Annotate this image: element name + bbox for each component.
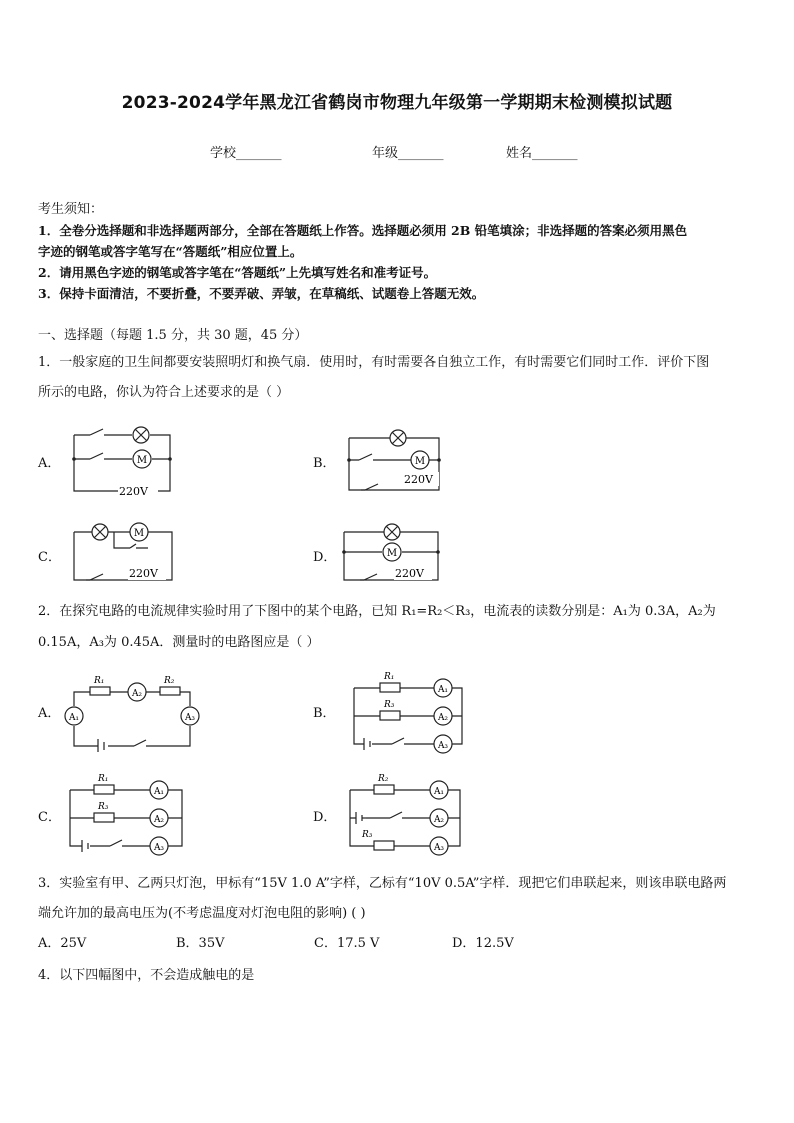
q1-option-b-label: B．: [313, 456, 336, 471]
resistor-icon: [90, 687, 110, 695]
voltage-label: 220V: [119, 485, 148, 497]
exam-title: 2023-2024学年黑龙江省鹤岗市物理九年级第一学期期末检测模拟试题: [121, 93, 673, 113]
svg-text:A₁: A₁: [68, 713, 80, 723]
resistor-icon: [380, 683, 400, 692]
q1-option-c-label: C．: [38, 550, 61, 565]
svg-text:R₁: R₁: [98, 774, 109, 784]
resistor-icon: [94, 785, 114, 794]
resistor-icon: [380, 711, 400, 720]
notice-item-1: 1．全卷分选择题和非选择题两部分，全部在答题纸上作答。选择题必须用 2B 铅笔填涂；非选择题的答案必须用黑色: [38, 223, 688, 238]
q1-option-d-label: D．: [313, 550, 337, 565]
svg-text:A₂: A₂: [131, 689, 143, 699]
svg-text:A₂: A₂: [437, 713, 449, 723]
grade-field: 年级_______: [372, 146, 444, 161]
q2-option-d-label: D．: [313, 810, 337, 825]
voltage-label: 220V: [129, 567, 158, 580]
motor-label: M: [386, 548, 398, 559]
q3-option-b: B．35V: [176, 936, 225, 951]
school-field: 学校_______: [210, 146, 282, 161]
q1-circuit-b: [345, 428, 445, 494]
svg-text:R₁: R₁: [384, 672, 395, 682]
voltage-label: 220V: [395, 567, 424, 580]
q2-circuit-a: [64, 670, 204, 752]
lamp-icon: [384, 524, 400, 540]
q1-circuit-c: [70, 520, 180, 586]
q2-circuit-c: [64, 770, 188, 858]
resistor-icon: [160, 687, 180, 695]
lamp-icon: [92, 524, 108, 540]
resistor-icon: [94, 813, 114, 822]
notice-heading: 考生须知：: [38, 202, 104, 217]
notice-item-2: 2．请用黑色字迹的钢笔或答字笔在“答题纸”上先填写姓名和准考证号。: [38, 265, 437, 280]
q3-text-line1: 3．实验室有甲、乙两只灯泡，甲标有“15V 1.0 A”字样，乙标有“10V 0.5A”字样．现把它们串联起来，则该串联电路两: [38, 876, 727, 891]
q3-option-c: C．17.5 V: [314, 936, 380, 951]
svg-text:A₁: A₁: [437, 685, 449, 695]
q2-circuit-b: [348, 668, 466, 754]
svg-text:R₁: R₁: [94, 676, 105, 686]
svg-text:R₃: R₃: [384, 700, 395, 710]
svg-text:A₂: A₂: [433, 815, 445, 825]
section-heading: 一、选择题（每题 1.5 分，共 30 题，45 分）: [38, 328, 308, 343]
motor-label: M: [414, 456, 426, 467]
svg-text:R₂: R₂: [164, 676, 175, 686]
notice-item-1-cont: 字迹的钢笔或答字笔写在“答题纸”相应位置上。: [38, 244, 303, 259]
q3-option-d: D．12.5V: [452, 936, 514, 951]
resistor-icon: [374, 785, 394, 794]
svg-text:R₂: R₂: [378, 774, 389, 784]
svg-text:A₃: A₃: [433, 843, 445, 853]
q2-option-b-label: B．: [313, 706, 336, 721]
q3-option-a: A．25V: [38, 936, 87, 951]
q2-option-c-label: C．: [38, 810, 61, 825]
voltage-label: 220V: [404, 473, 433, 486]
motor-label: M: [133, 528, 145, 539]
q2-option-a-label: A．: [38, 706, 61, 721]
notice-item-3: 3．保持卡面清洁，不要折叠，不要弄破、弄皱，在草稿纸、试题卷上答题无效。: [38, 286, 485, 301]
svg-text:A₃: A₃: [437, 741, 449, 751]
svg-text:A₂: A₂: [153, 815, 165, 825]
resistor-icon: [374, 841, 394, 850]
svg-text:R₃: R₃: [362, 830, 373, 840]
name-field: 姓名_______: [506, 146, 578, 161]
svg-text:R₃: R₃: [98, 802, 109, 812]
q2-text-line1: 2．在探究电路的电流规律实验时用了下图中的某个电路，已知 R₁=R₂＜R₃，电流表的读数分别是：A₁为 0.3A，A₂为: [38, 604, 716, 619]
lamp-icon: [133, 427, 149, 443]
q1-circuit-a: [70, 425, 180, 497]
q1-option-a-label: A．: [38, 456, 61, 471]
q2-circuit-d: [342, 770, 466, 860]
q3-text-line2: 端允许加的最高电压为(不考虑温度对灯泡电阻的影响) ( ): [38, 906, 366, 921]
svg-text:A₁: A₁: [433, 787, 445, 797]
lamp-icon: [390, 430, 406, 446]
svg-text:A₁: A₁: [153, 787, 165, 797]
svg-text:A₃: A₃: [184, 713, 196, 723]
svg-text:A₃: A₃: [153, 843, 165, 853]
q4-text-line1: 4．以下四幅图中，不会造成触电的是: [38, 968, 255, 983]
q1-text-line2: 所示的电路，你认为符合上述要求的是（ ）: [38, 385, 290, 400]
q1-text-line1: 1．一般家庭的卫生间都要安装照明灯和换气扇．使用时，有时需要各自独立工作，有时需要它们同时工作．评价下图: [38, 355, 710, 370]
motor-label: M: [136, 455, 148, 466]
q2-text-line2: 0.15A，A₃为 0.45A．测量时的电路图应是（ ）: [38, 635, 320, 650]
q1-circuit-d: [340, 520, 444, 586]
